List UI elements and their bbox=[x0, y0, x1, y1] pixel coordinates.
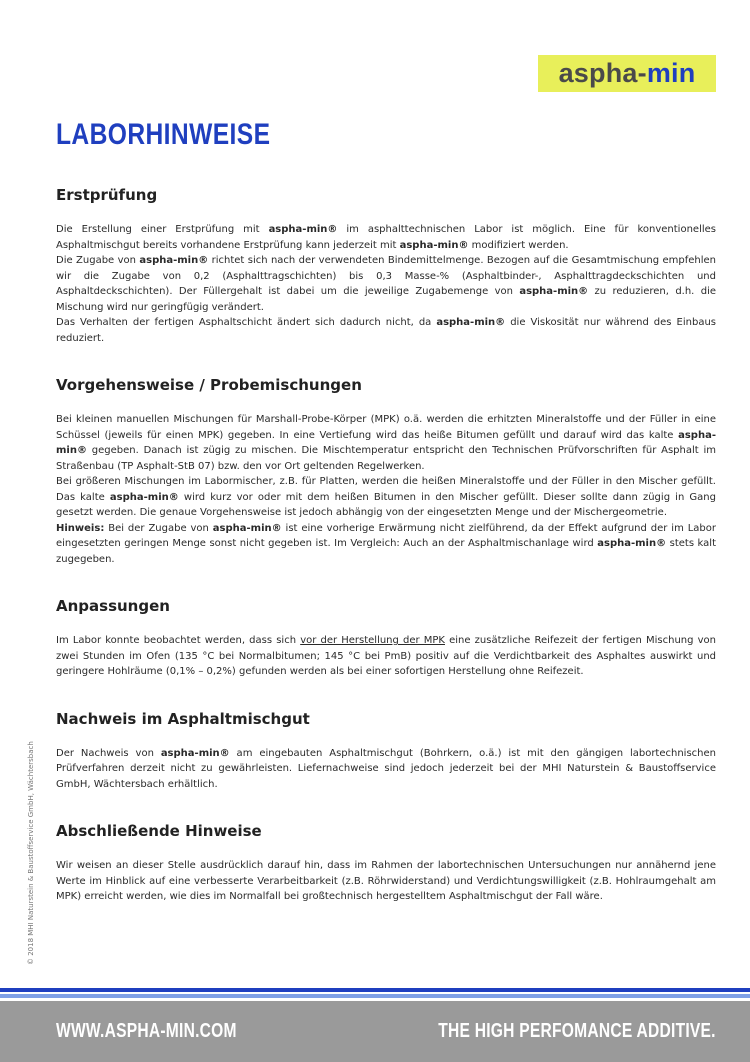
footer-website-link[interactable]: WWW.ASPHA-MIN.COM bbox=[56, 1020, 237, 1042]
bold-text: aspha-min® bbox=[212, 522, 282, 534]
text-run: Die Zugabe von bbox=[56, 255, 140, 266]
logo-text-part2: min bbox=[646, 58, 696, 88]
bold-text: aspha-min® bbox=[436, 317, 506, 328]
text-run: richtet sich nach der verwendeten Bindemittelmenge. Bezogen auf die Gesamtmischung empfehlen wir die Zugabe von 0,2 (Asphalttragschichten) bis 0,3 Masse-% (Asphaltbinder-, Asphalttragdeckschichten und Asphaltdeckschichten). Der Füllergehalt ist dabei um die jeweilige Zugabemenge von bbox=[56, 255, 716, 297]
underlined-text: vor der Herstellung der MPK bbox=[300, 635, 445, 646]
text-run: Wir weisen an dieser Stelle ausdrücklich darauf hin, dass im Rahmen der labortechnischen Untersuchungen nur annähernd jene Werte im Hinblick auf eine verbesserte Verarbeitbarkeit (z.B. Röhrwiderstand) und Verdichtungswilligkeit (z.B. Hohlraumgehalt am MPK) erreicht werden, wie dies im Normalfall bei großtechnisch hergestelltem Asphaltmischgut der Fall wäre. bbox=[56, 860, 716, 902]
section-heading: Nachweis im Asphaltmischgut bbox=[56, 709, 310, 728]
section bbox=[56, 710, 716, 793]
logo-text-part1: aspha- bbox=[558, 58, 647, 88]
paragraph bbox=[56, 521, 716, 568]
section-heading: Vorgehensweise / Probemischungen bbox=[56, 376, 362, 394]
paragraph bbox=[56, 858, 716, 905]
text-run: Der Nachweis von bbox=[56, 747, 161, 759]
text-run: Bei größeren Mischungen im Labormischer, z.B. für Platten, werden die heißen Mineralstoffe und der Füller in den Mischer gefüllt. Das kalte bbox=[56, 476, 716, 503]
section-heading: Erstprüfung bbox=[56, 186, 158, 204]
text-run: modifiziert werden. bbox=[468, 239, 569, 251]
section bbox=[56, 186, 716, 346]
bold-text: Hinweis: bbox=[56, 522, 105, 534]
text-run: Bei kleinen manuellen Mischungen für Marshall-Probe-Körper (MPK) o.ä. werden die erhitzten Mineralstoffe und der Füller in eine Schüssel (jeweils für einen MPK) gegeben. In eine Vertiefung wird das heiße Bitumen gefüllt und darauf wird das kalte bbox=[56, 414, 716, 441]
paragraph bbox=[56, 474, 716, 521]
text-run: ist eine vorherige Erwärmung nicht zielführend, da der Effekt aufgrund der im Labor eingesetzten geringen Menge sonst nicht gegeben ist. Im Vergleich: Auch an der Asphaltmischanlage wird bbox=[56, 522, 716, 549]
footer-stripe-dark bbox=[0, 988, 750, 992]
text-run: Die Erstellung einer Erstprüfung mit bbox=[56, 224, 269, 235]
bold-text: aspha-min® bbox=[160, 747, 230, 759]
text-run: eine zusätzliche Reifezeit der fertigen Mischung von zwei Stunden im Ofen (135 °C bei Normalbitumen; 145 °C bei PmB) positiv auf die Verdichtbarkeit des Asphaltes auswirkt und geringere Hohlräume (0,1% – 0,2%) gefunden werden als bei einer sofortigen Herstellung ohne Reifezeit. bbox=[56, 635, 717, 677]
text-run: im asphalttechnischen Labor ist möglich. Eine für konventionelles Asphaltmischgut bereits vorhandene Erstprüfung kann jederzeit mit bbox=[56, 224, 716, 251]
footer-bar bbox=[0, 1001, 750, 1062]
section bbox=[56, 376, 716, 567]
text-run: am eingebauten Asphaltmischgut (Bohrkern, o.ä.) ist mit den gängigen labortechnischen Prüfverfahren derzeit nicht zu gewährleisten. Liefernachweise sind jedoch jederzeit bei der MHI Naturstein & Baustoffservice GmbH, Wächtersbach erhältlich. bbox=[56, 747, 716, 790]
text-run: Bei der Zugabe von bbox=[104, 522, 213, 534]
text-run: Im Labor konnte beobachtet werden, dass sich bbox=[56, 635, 301, 646]
document-body bbox=[56, 186, 716, 935]
page-title: LABORHINWEISE bbox=[56, 118, 271, 151]
text-run: wird kurz vor oder mit dem heißen Bitumen in den Mischer gefüllt. Dieser sollte dann zügig in Gang gesetzt werden. Die genaue Vorgehensweise ist jedoch abhängig von der eingesetzten Menge und der Mischergeometrie. bbox=[56, 491, 716, 518]
paragraph bbox=[56, 315, 716, 346]
bold-text: aspha-min® bbox=[139, 255, 209, 266]
paragraph bbox=[56, 412, 716, 474]
brand-logo bbox=[538, 55, 716, 92]
bold-text: aspha-min® bbox=[56, 429, 716, 456]
bold-text: aspha-min® bbox=[399, 239, 469, 251]
side-copyright-note: © 2018 MHI Naturstein & Baustoffservice GmbH, Wächtersbach bbox=[27, 741, 35, 965]
footer-stripe-light bbox=[0, 994, 750, 998]
section-heading: Abschließende Hinweise bbox=[56, 822, 262, 840]
paragraph bbox=[56, 746, 716, 793]
section bbox=[56, 822, 716, 905]
paragraph bbox=[56, 633, 716, 680]
bold-text: aspha-min® bbox=[597, 538, 667, 549]
section bbox=[56, 597, 716, 680]
bold-text: aspha-min® bbox=[268, 224, 338, 235]
paragraph bbox=[56, 222, 716, 253]
text-run: zu reduzieren, d.h. die Mischung wird nur geringfügig verändert. bbox=[56, 286, 716, 313]
bold-text: aspha-min® bbox=[109, 491, 179, 503]
text-run: die Viskosität nur während des Einbaus reduziert. bbox=[56, 317, 716, 344]
text-run: Das Verhalten der fertigen Asphaltschicht ändert sich dadurch nicht, da bbox=[56, 317, 437, 328]
paragraph bbox=[56, 253, 716, 315]
section-heading: Anpassungen bbox=[56, 597, 170, 615]
bold-text: aspha-min® bbox=[519, 286, 589, 297]
text-run: stets kalt zugegeben. bbox=[56, 538, 716, 565]
footer-slogan: THE HIGH PERFOMANCE ADDITIVE. bbox=[438, 1020, 716, 1042]
text-run: gegeben. Danach ist zügig zu mischen. Die Mischtemperatur entspricht den Technischen Prüfvorschriften für Asphalt im Straßenbau (TP Asphalt-StB 07) bzw. den vor Ort geltenden Regelwerken. bbox=[56, 445, 716, 472]
